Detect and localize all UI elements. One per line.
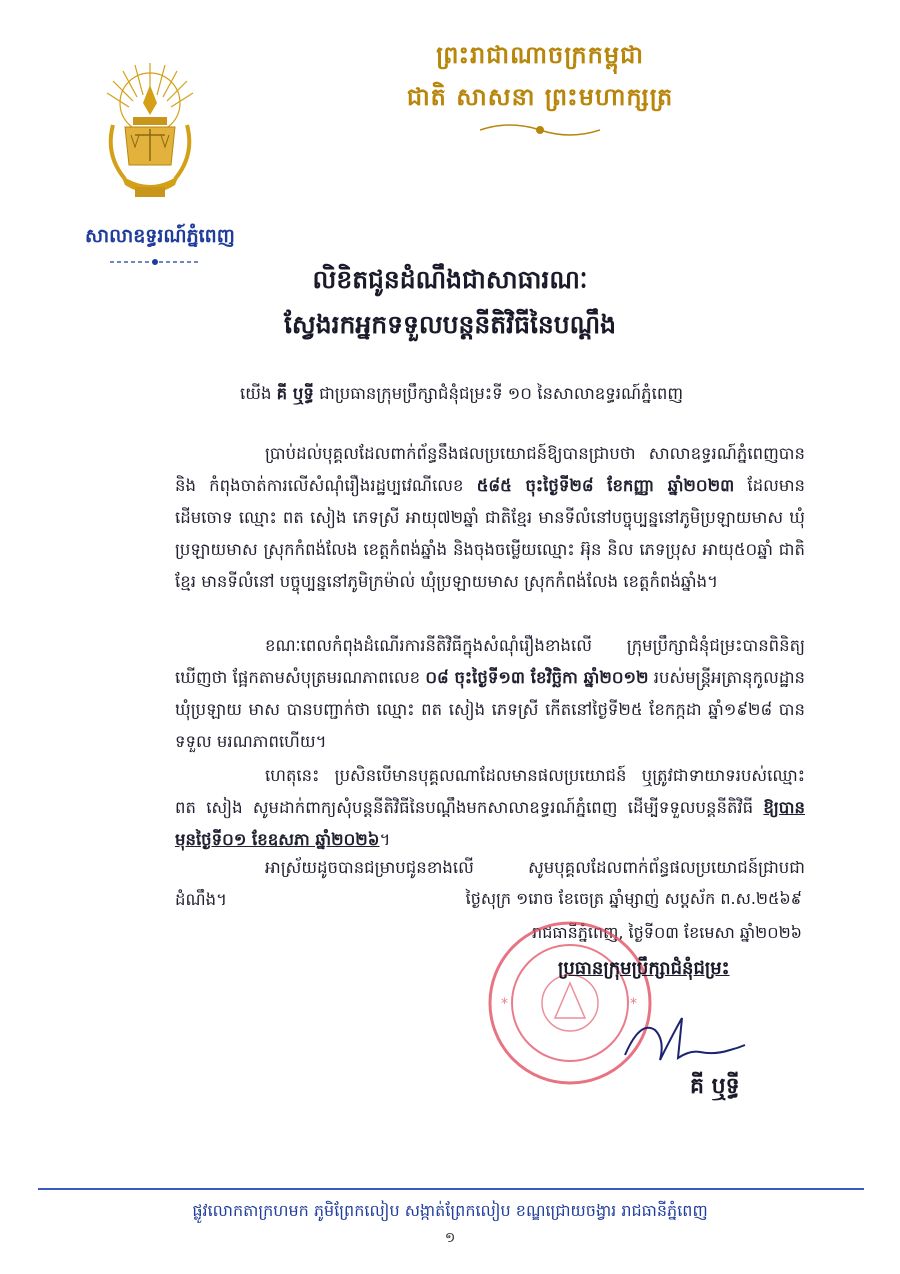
p1-text-a: ប្រាប់ដល់បុគ្គលដែលពាក់ព័ន្ធនឹងផលប្រយោជន៍ឱ្យបានជ្រាបថា សាលាឧទ្ធរណ៍ភ្នំពេញបាន និង កំពុងចាត់ការលើសំណុំរឿងរដ្ឋប្បវេណីលេខ (175, 444, 805, 495)
death-certificate-number: ០៨ ចុះថ្ងៃទី១៣ ខែវិច្ឆិកា ឆ្នាំ២០១២ (425, 668, 649, 687)
paragraph-case-info (175, 438, 805, 598)
kingdom-line-2: ជាតិ សាសនា ព្រះមហាក្សត្រ (406, 82, 674, 111)
court-name: សាលាឧទ្ធរណ៍ភ្នំពេញ (85, 225, 235, 247)
svg-text:*: * (630, 996, 637, 1012)
p2-text-b: របស់មន្ត្រីអត្រានុកូលដ្ឋានឃុំប្រឡាយ មាស បានបញ្ជាក់ថា ឈ្មោះ ពត សៀង ភេទស្រី កើតនៅថ្ងៃទី២៥ ខែកក្កដា ឆ្នាំ១៩២៨ បានទទួល មរណភាពហើយ។ (175, 668, 806, 751)
court-emblem (95, 55, 205, 215)
court-name-ornament (110, 252, 200, 262)
handwritten-signature (620, 1010, 750, 1070)
intro-line (240, 378, 860, 410)
paragraph-death-certificate (175, 630, 805, 758)
lunar-date: ថ្ងៃសុក្រ ១រោច ខែចេត្រ ឆ្នាំម្សាញ់ សប្តស័ក ព.ស.២៥៦៩ (465, 889, 802, 908)
p4-text: អាស្រ័យដូចបានជម្រាបជូនខាងលើ សូមបុគ្គលដែលពាក់ព័ន្ធផលប្រយោជន៍ជ្រាបជាដំណឹង។ (175, 858, 805, 909)
kingdom-line-1: ព្រះរាជាណាចក្រកម្ពុជា (436, 40, 644, 69)
p2-text-a: ខណៈពេលកំពុងដំណើរការនីតិវិធីក្នុងសំណុំរឿងខាងលើ ក្រុមប្រឹក្សាជំនុំជម្រះបានពិនិត្យឃើញថា ផ្អែកតាមសំបុត្រមរណភាពលេខ (175, 636, 805, 687)
p3-end: ។ (379, 830, 391, 849)
intro-judge-name: គី ឬទ្ធី (276, 384, 314, 403)
solar-date: រាជធានីភ្នំពេញ, ថ្ងៃទី០៣ ខែមេសា ឆ្នាំ២០២៦ (532, 923, 802, 942)
paragraph-request (175, 760, 805, 856)
intro-suffix: ជាប្រធានក្រុមប្រឹក្សាជំនុំជម្រះទី ១០ នៃសាលាឧទ្ធរណ៍ភ្នំពេញ (319, 384, 684, 403)
deadline-date: ឱ្យបានមុនថ្ងៃទី០១ ខែឧសភា ឆ្នាំ២០២៦ (175, 798, 805, 849)
footer-address: ផ្លូវលោកតាក្រហមក ភូមិព្រែកលៀប សង្កាត់ព្រែកលៀប ខណ្ឌជ្រោយចង្វារ រាជធានីភ្នំពេញ (192, 1201, 708, 1220)
page-number: ១ (444, 1230, 456, 1246)
intro-prefix: យើង (240, 384, 272, 403)
svg-text:*: * (501, 996, 508, 1012)
case-number: ៥៨៥ ចុះថ្ងៃទី២៨ ខែកញ្ញា ឆ្នាំ២០២៣ (476, 476, 735, 495)
signatory-name: គី ឬទ្ធី (690, 1074, 740, 1099)
signature-role: ប្រធានក្រុមប្រឹក្សាជំនុំជម្រះ (558, 958, 730, 979)
p3-text-a: ហេតុនេះ ប្រសិនបើមានបុគ្គលណាដែលមានផលប្រយោជន៍ ឬត្រូវជាទាយាទរបស់ឈ្មោះ ពត សៀង សូមដាក់ពាក្យសុំបន្តនីតិវិធីនៃបណ្តឹងមកសាលាឧទ្ធរណ៍ភ្នំពេញ ដើម្បីទទួលបន្តនីតិវិធី (175, 766, 805, 817)
notice-subtitle: ស្វែងរកអ្នកទទួលបន្តនីតិវិធីនៃបណ្តឹង (283, 310, 617, 339)
footer-divider (38, 1188, 864, 1190)
notice-title: លិខិតជូនដំណឹងជាសាធារណៈ (312, 265, 588, 294)
p1-text-b: ដែលមានដើមចោទ ឈ្មោះ ពត សៀង ភេទស្រី អាយុ៧២ឆ្នាំ ជាតិខ្មែរ មានទីលំនៅបច្ចុប្បន្ននៅភូមិប្រឡាយមាស ឃុំប្រឡាយមាស ស្រុកកំពង់លែង ខេត្តកំពង់ឆ្នាំង និងចុងចម្លើយឈ្មោះ អ៊ុន និល ភេទប្រុស អាយុ៥០ឆ្នាំ ជាតិខ្មែរ មានទីលំនៅ បច្ចុប្បន្ននៅភូមិក្រម៉ាល់ ឃុំប្រឡាយមាស ស្រុកកំពង់លែង ខេត្តកំពង់ឆ្នាំង។ (175, 476, 806, 591)
kingdom-ornament (480, 120, 600, 140)
